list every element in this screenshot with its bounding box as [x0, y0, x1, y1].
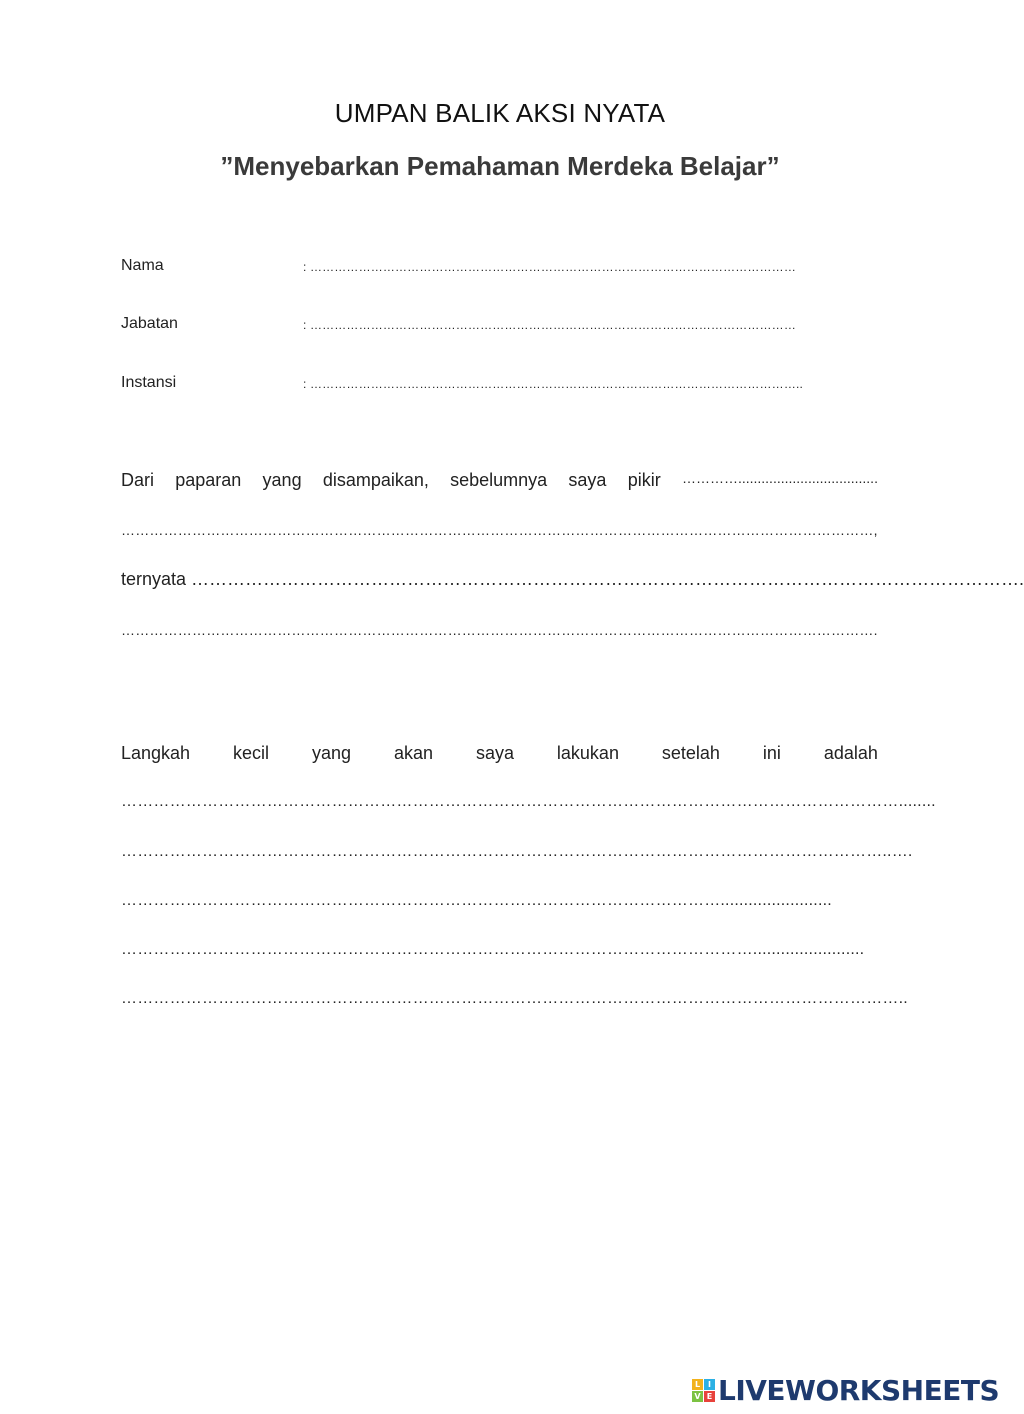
section1-answer-dots[interactable]: …………....................................: [681, 470, 878, 486]
section2-prompt-line: [121, 743, 878, 764]
field-label-jabatan: Jabatan: [121, 315, 178, 332]
logo-tile-v: V: [692, 1391, 703, 1402]
document-subtitle: ”Menyebarkan Pemahaman Merdeka Belajar”: [220, 151, 780, 181]
section2-answer-line-4[interactable]: ………………………………………………………………………………………………………........................: [121, 941, 865, 958]
section2-answer-line-5[interactable]: ………………………………………………………………………………………………………………………………..: [121, 990, 908, 1007]
field-label-instansi: Instansi: [121, 374, 177, 391]
section2-answer-line-1[interactable]: ………………………………………………………………………………………………………………………………........: [121, 793, 936, 810]
section2-word: Langkah: [121, 743, 191, 763]
section2-word: saya: [475, 743, 514, 763]
logo-tile-l: L: [692, 1379, 703, 1390]
section2-answer-line-2[interactable]: ……………………………………………………………………………………………………………………………..….: [121, 843, 913, 860]
section1-word: sebelumnya: [450, 470, 548, 490]
section1-answer-line-2[interactable]: ……………………………………………………………………………………………………………………………………………,: [121, 522, 878, 538]
liveworksheets-logo: [692, 1372, 999, 1408]
section1-word: Dari: [121, 470, 155, 490]
field-input-jabatan[interactable]: : …………………………………………………………………………………………………………: [303, 318, 796, 332]
field-label-nama: Nama: [121, 257, 164, 274]
section1-answer-line-4[interactable]: …………………………………………………………………………………………………………………………………………….: [121, 622, 878, 638]
section1-word: saya: [568, 470, 607, 490]
section2-word: adalah: [823, 743, 878, 763]
section2-word: akan: [393, 743, 433, 763]
section1-word: pikir: [627, 470, 661, 490]
section2-word: lakukan: [556, 743, 619, 763]
document-title: UMPAN BALIK AKSI NYATA: [334, 98, 666, 128]
section1-word: yang: [262, 470, 302, 490]
liveworksheets-logo-icon: [692, 1379, 715, 1402]
field-input-nama[interactable]: : …………………………………………………………………………………………………………: [303, 260, 796, 274]
section2-word: yang: [311, 743, 352, 763]
field-input-instansi[interactable]: : …………………………………………………………………………………………………………..: [303, 377, 803, 391]
logo-tile-e: E: [704, 1391, 715, 1402]
section1-prompt-line: [121, 470, 878, 491]
section2-word: kecil: [233, 743, 270, 763]
section1-ternyata-line[interactable]: ternyata ………………………………………………………………………………………………………………………….: [121, 569, 1024, 589]
section1-word: disampaikan,: [322, 470, 429, 490]
section2-word: ini: [762, 743, 781, 763]
section1-word: paparan: [175, 470, 242, 490]
logo-tile-i: I: [704, 1379, 715, 1390]
section2-answer-line-3[interactable]: …………………………………………………………………………………………………........................: [121, 892, 832, 909]
section2-word: setelah: [661, 743, 720, 763]
liveworksheets-logo-text: LIVEWORKSHEETS: [718, 1373, 1000, 1407]
